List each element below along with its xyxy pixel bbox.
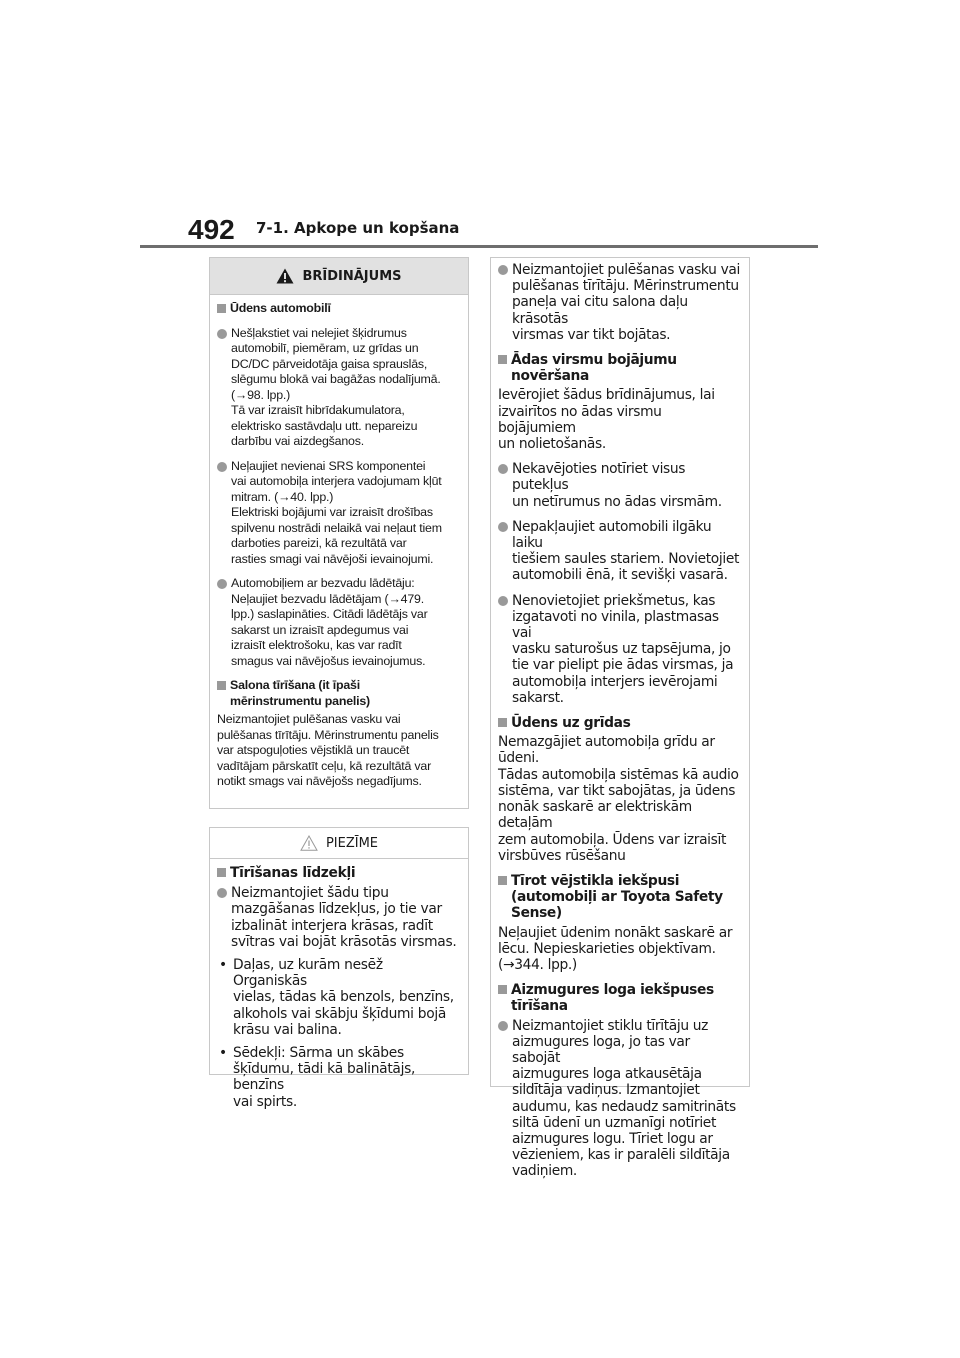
item-text: Daļas, uz kurām nesēž Organiskās vielas, tādas kā benzols, benzīns, alkohols vai skābju šķīdumi bojā krāsu vai balina. xyxy=(233,957,454,1038)
circle-bullet-icon xyxy=(498,596,508,606)
item-text: Neizmantojiet stiklu tīrītāju uz aizmugures loga, jo tas var sabojāt aizmugures loga atkausētāja sildītāja vadiņus. Izmantojiet audumu, kas nedaudz samitrināts siltā ūdenī un uzmanīgi notīriet aizmugures logu. Tīriet logu ar vēzieniem, kas ir paralēli sildītāja vadiņiem. xyxy=(512,1017,736,1180)
heading-text: Tīrīšanas līdzekļi xyxy=(230,865,356,881)
circle-bullet-icon xyxy=(217,579,227,589)
circle-bullet-icon xyxy=(217,329,227,339)
section-heading xyxy=(498,873,741,922)
note-title: PIEZĪME xyxy=(325,835,379,851)
paragraph: Nemazgājiet automobiļa grīdu ar ūdeni. Tādas automobiļa sistēmas kā audio sistēma, var tikt sabojātas, ja ūdens nonāk saskarē ar elektriskām detaļām zem automobiļa. Ūdens var izraisīt virsbūves rūsēšanu xyxy=(498,734,739,864)
item-text: Sēdekļi: Sārma un skābes šķīdumu, tādi kā balinātājs, benzīns vai spirts. xyxy=(233,1045,416,1110)
warning-title: BRĪDINĀJUMS xyxy=(302,268,402,284)
circle-bullet-icon xyxy=(217,888,227,898)
list-item xyxy=(217,576,460,669)
square-bullet-icon xyxy=(217,304,226,313)
section-title: 7-1. Apkope un kopšana xyxy=(256,219,460,237)
list-item xyxy=(498,519,741,584)
item-text: Nepakļaujiet automobili ilgāku laiku tiešiem saules stariem. Novietojiet automobili ēnā, it sevišķi vasarā. xyxy=(512,518,740,584)
note-box xyxy=(209,827,469,1110)
warning-header xyxy=(210,258,468,295)
item-text: Nenovietojiet priekšmetus, kas izgatavoti no vinila, plastmasas vai vasku saturošus uz tapsējuma, jo tie var pielipt pie ādas virsmas, ja automobiļa interjers ievērojami sakarst. xyxy=(512,592,734,706)
page-number: 492 xyxy=(188,214,235,245)
sub-bullet-item xyxy=(217,1045,460,1110)
heading-text: Ādas virsmu bojājumu novēršana xyxy=(511,352,677,385)
heading-text: Tīrot vējstikla iekšpusi (automobiļi ar Toyota Safety Sense) xyxy=(511,872,723,922)
warning-content xyxy=(210,295,468,790)
item-text: Neizmantojiet šādu tipu mazgāšanas līdzekļus, jo tie var izbalināt interjera krāsas, radīt svītras vai bojāt krāsotās virsmas. xyxy=(231,885,457,950)
section-heading xyxy=(498,352,741,384)
circle-bullet-icon xyxy=(498,522,508,532)
list-item xyxy=(498,1018,741,1180)
square-bullet-icon xyxy=(498,718,507,727)
caution-triangle-outline-icon xyxy=(300,835,318,851)
circle-bullet-icon xyxy=(498,464,508,474)
heading-text: Ūdens automobilī xyxy=(230,301,331,315)
item-text: Neizmantojiet pulēšanas vasku vai pulēšanas tīrītāju. Mērinstrumentu paneļa vai citu salona daļu krāsotās virsmas var tikt bojātas. xyxy=(512,262,740,343)
list-item xyxy=(498,262,741,343)
list-item xyxy=(498,593,741,706)
warning-triangle-icon xyxy=(276,268,294,284)
dot-bullet-icon: • xyxy=(219,957,227,974)
section-heading xyxy=(217,865,460,881)
section-heading xyxy=(217,301,460,317)
list-item xyxy=(217,885,460,950)
circle-bullet-icon xyxy=(498,265,508,275)
square-bullet-icon xyxy=(498,985,507,994)
sub-bullet-item xyxy=(217,957,460,1038)
paragraph: Neizmantojiet pulēšanas vasku vai pulēšanas tīrītāju. Mērinstrumentu panelis var atspoguļoties vējstiklā un traucēt vadītājam pārskatīt ceļu, kā rezultātā var notikt smags vai nāvējošs negadījums. xyxy=(217,712,439,788)
square-bullet-icon xyxy=(498,355,507,364)
list-item xyxy=(217,459,460,568)
square-bullet-icon xyxy=(217,868,226,877)
section-heading xyxy=(498,715,741,731)
right-content-box xyxy=(490,257,750,1180)
circle-bullet-icon xyxy=(498,1021,508,1031)
paragraph: Ievērojiet šādus brīdinājumus, lai izvairītos no ādas virsmu bojājumiem un nolietošanās. xyxy=(498,387,715,453)
heading-text: Salona tīrīšana (it īpaši mērinstrumentu panelis) xyxy=(230,678,370,708)
item-text: Automobiļiem ar bezvadu lādētāju: Neļaujiet bezvadu lādētājam (→479. lpp.) saslapināties. Citādi lādētājs var sakarst un izraisīt apdegumus vai izraisīt elektrošoku, kas var radīt smagus vai nāvējošus ievainojumus. xyxy=(231,576,428,668)
square-bullet-icon xyxy=(217,681,226,690)
header-rule xyxy=(140,245,818,248)
item-text: Nešļakstiet vai nelejiet šķidrumus automobilī, piemēram, uz grīdas un DC/DC pārveidotāja gaisa sprauslās, slēgumu blokā vai bagāžas nodalījumā. (→98. lpp.) Tā var izraisīt hibrīdakumulatora, elektrisko sastāvdaļu utt. nepareizu darbību vai aizdegšanos. xyxy=(231,325,441,448)
heading-text: Ūdens uz grīdas xyxy=(511,715,631,732)
list-item xyxy=(217,326,460,450)
section-heading xyxy=(217,678,460,709)
heading-text: Aizmugures loga iekšpuses tīrīšana xyxy=(511,982,714,1015)
right-content xyxy=(491,258,749,1180)
note-header xyxy=(210,828,468,859)
list-item xyxy=(498,461,741,510)
warning-box xyxy=(209,257,469,809)
dot-bullet-icon: • xyxy=(219,1045,227,1062)
item-text: Nekavējoties notīriet visus putekļus un netīrumus no ādas virsmām. xyxy=(512,461,722,510)
item-text: Neļaujiet nevienai SRS komponentei vai automobiļa interjera vadojumam kļūt mitram. (→40. lpp.) Elektriski bojājumi var izraisīt drošības spilvenu nostrādi nelaikā vai neļaut tiem darboties pareizi, kā rezultātā var rasties smagi vai nāvējoši ievainojumi. xyxy=(231,458,442,566)
section-heading xyxy=(498,982,741,1014)
note-content xyxy=(210,859,468,1110)
circle-bullet-icon xyxy=(217,462,227,472)
paragraph: Neļaujiet ūdenim nonākt saskarē ar lēcu. Nepieskarieties objektīvam. (→344. lpp.) xyxy=(498,924,733,973)
square-bullet-icon xyxy=(498,876,507,885)
